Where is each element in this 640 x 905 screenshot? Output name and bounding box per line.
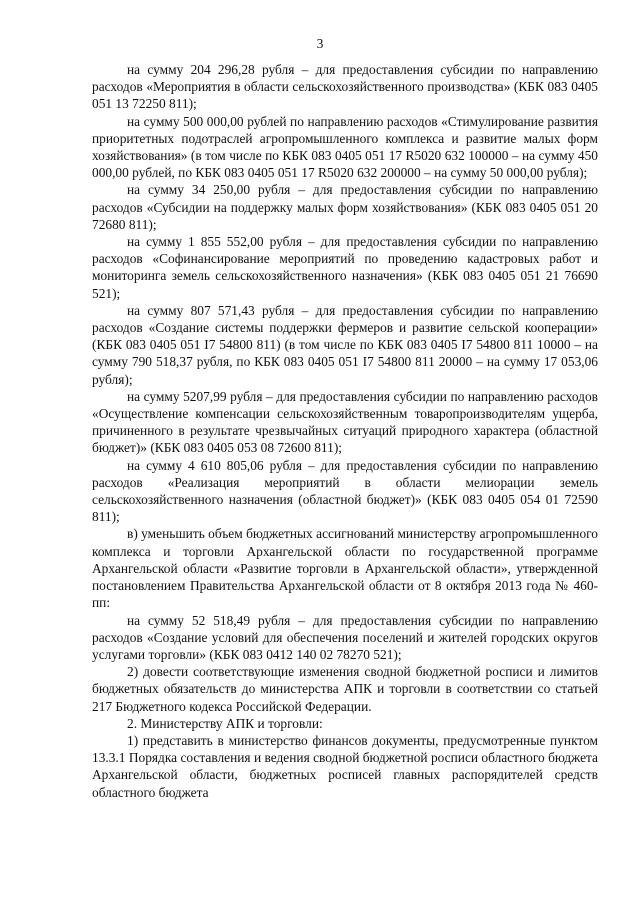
paragraph-subsidy-trade-services: на сумму 52 518,49 рубля – для предоставления субсидии по направлению расходов «Создание условий для обеспечения поселений и жителей городских округов услугами торговли» (КБК 083 0412 140 02 78270 521); (92, 612, 598, 662)
paragraph-ministry-heading: 2. Министерству АПК и торговли: (127, 715, 323, 731)
paragraph-subsidy-emergency-compensation: на сумму 5207,99 рубля – для предоставления субсидии по направлению расходов «Осуществление компенсации сельскохозяйственным товаропроизводителям ущерба, причиненного в результате чрезвычайных ситуаций природного характера (областной бюджет)» (КБК 083 0405 053 08 72600 811); (92, 388, 598, 456)
paragraph-subsidy-cadastral-works: на сумму 1 855 552,00 рубля – для предоставления субсидии по направлению расходов «Софинансирование мероприятий по проведению кадастровых работ и мониторинга земель сельскохозяйственного назначения» (КБК 083 0405 051 21 76690 521); (92, 234, 598, 301)
paragraph-subsidy-land-melioration: на сумму 4 610 805,06 рубля – для предоставления субсидии по направлению расходов «Реализация мероприятий в области мелиорации земель сельскохозяйственного назначения (областной бюджет)» (КБК 083 0405 054 01 72590 811); (92, 457, 598, 525)
paragraph-submit-documents: 1) представить в министерство финансов документы, предусмотренные пунктом 13.3.1 Порядка составления и ведения сводной бюджетной росписи областного бюджета Архангельской области, бюджетных росписей главных распорядителей средств областного бюджета (92, 732, 598, 800)
paragraph-subsidy-farmers-cooperation: на сумму 807 571,43 рубля – для предоставления субсидии по направлению расходов «Создание системы поддержки фермеров и развитие сельской кооперации» (КБК 083 0405 051 I7 54800 811) (в том числе по КБК 083 0405 I7 54800 811 10000 – на сумму 790 518,37 рубля, по КБК 083 0405 051 I7 54800 811 20000 – на сумму 17 053,06 рубля); (92, 302, 598, 387)
paragraph-reduce-allocations: в) уменьшить объем бюджетных ассигнований министерству агропромышленного комплекса и торговли Архангельской области по государственной программе Архангельской области «Развитие торговли в Архангельской области», утвержденной постановлением Правительства Архангельской области от 8 октября 2013 года № 460-пп: (92, 526, 598, 611)
paragraph-budget-changes: 2) довести соответствующие изменения сводной бюджетной росписи и лимитов бюджетных обязательств до министерства АПК и торговли в соответствии со статьей 217 Бюджетного кодекса Российской Федерации. (92, 664, 598, 714)
page-number: 3 (316, 36, 324, 51)
document-body (92, 61, 598, 801)
paragraph-subsidy-small-farms: на сумму 34 250,00 рубля – для предоставления субсидии по направлению расходов «Субсидии на поддержку малых форм хозяйствования» (КБК 083 0405 051 20 72680 811); (92, 182, 598, 232)
paragraph-subsidy-agriculture: на сумму 204 296,28 рубля – для предоставления субсидии по направлению расходов «Мероприятия в области сельскохозяйственного производства» (КБК 083 0405 051 13 72250 811); (92, 62, 598, 112)
paragraph-subsidy-priority-subsectors: на сумму 500 000,00 рублей по направлению расходов «Стимулирование развития приоритетных подотраслей агропромышленного комплекса и развитие малых форм хозяйствования» (в том числе по КБК 083 0405 051 17 R5020 632 100000 – на сумму 450 000,00 рублей, по КБК 083 0405 051 17 R5020 632 200000 – на сумму 50 000,00 рубля); (92, 113, 598, 181)
